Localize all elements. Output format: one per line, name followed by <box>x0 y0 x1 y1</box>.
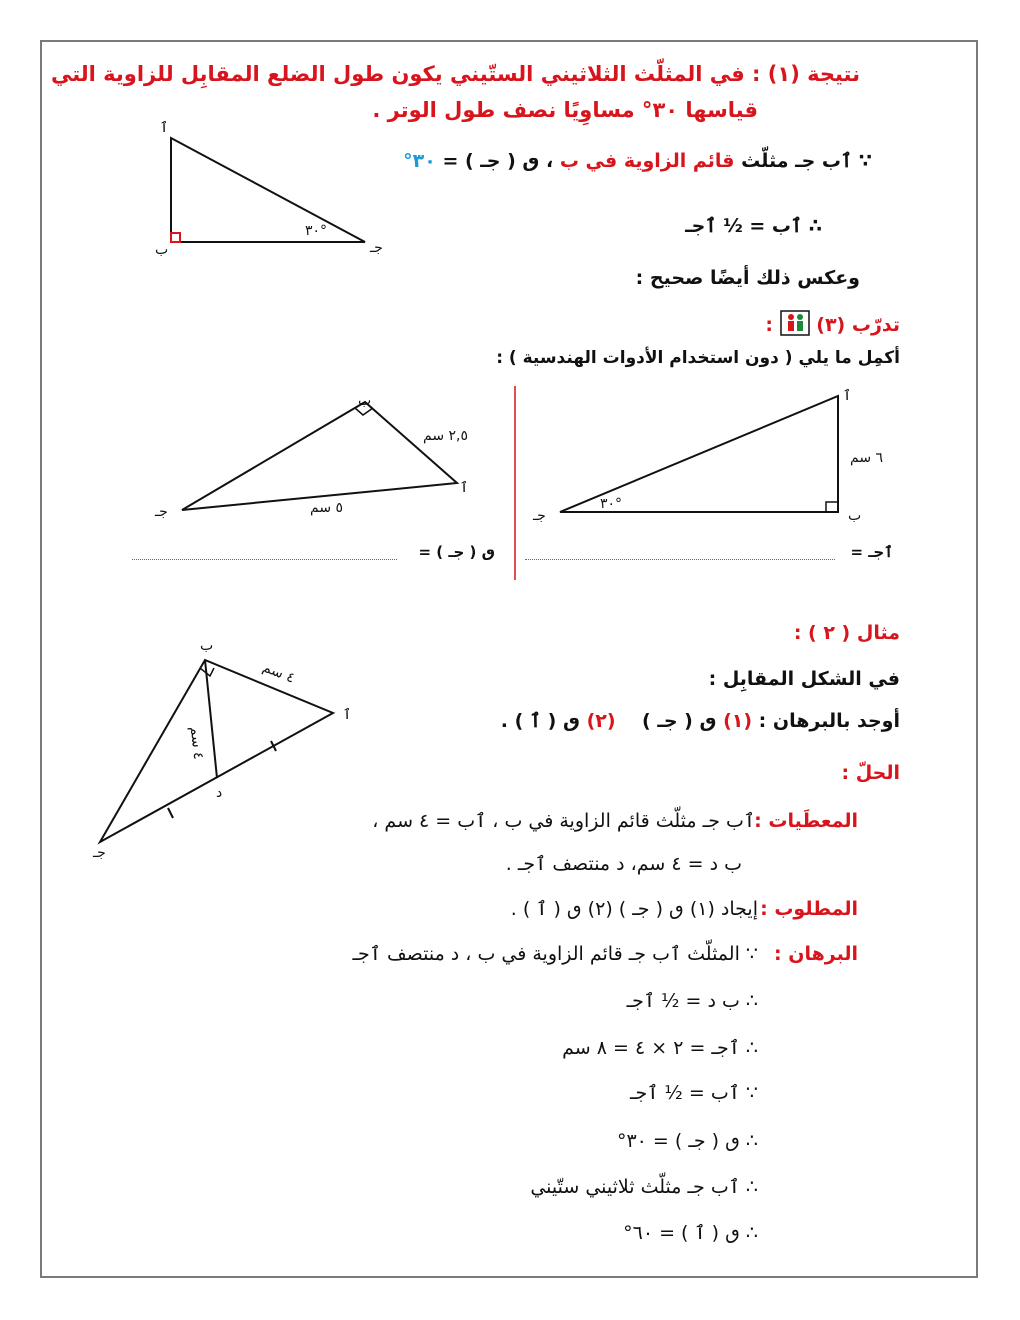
proof-line-1: ∵ المثلّث ٱب جـ قائم الزاوية في ب ، د منتصف ٱجـ <box>352 943 758 965</box>
fig4-label-a: ٱ <box>343 707 352 723</box>
given-label: المعطَيات : <box>754 810 858 832</box>
given-text-2: ب د = ٤ سم، د منتصف ٱجـ . <box>505 853 742 875</box>
proof-step-5: ∴ ٱب جـ مثلّث ثلاثيني ستّيني <box>530 1176 758 1198</box>
example-prove-prefix: أوجد بالبرهان : <box>758 710 900 732</box>
required-text: إيجاد (١) ٯ ( جـ ) (٢) ٯ ( ٱ ) . <box>510 898 758 920</box>
example-item2: ٯ ( ٱ ) . <box>500 710 580 732</box>
training-colon: : <box>765 314 773 336</box>
solution-title: الحلّ : <box>841 762 900 784</box>
fig2-label-b: ب <box>848 508 862 524</box>
proof-step-2: ∴ ٱجـ = ٢ × ٤ = ٨ سم <box>562 1037 758 1059</box>
result-line-2: قياسها ٣٠° مساوِيًا نصف طول الوتر . <box>372 98 758 122</box>
fig2-label-c: جـ <box>533 508 546 524</box>
fig1-label-c: جـ <box>370 240 383 256</box>
example-item1-num: (١) <box>723 710 753 732</box>
fig4-label-c: جـ <box>93 845 106 861</box>
given-text-1: ٱب جـ مثلّث قائم الزاوية في ب ، ٱب = ٤ سم ، <box>372 810 755 832</box>
example-line-1: في الشكل المقابِل : <box>708 668 900 690</box>
given-measure: ، ٯ ( جـ ) = <box>435 150 554 172</box>
given-black: ∵ ٱب جـ مثلّث <box>741 150 872 172</box>
proof-step-4: ∴ ٯ ( جـ ) = ٣٠° <box>616 1130 758 1152</box>
proof-step-3: ∵ ٱب = ½ ٱجـ <box>629 1082 758 1104</box>
proof-step-6: ∴ ٯ ( ٱ ) = ٦٠° <box>623 1222 758 1244</box>
example-item2-num: (٢) <box>586 710 616 732</box>
fig1-label-a: ٱ <box>160 120 169 136</box>
example-item1: ٯ ( جـ ) <box>642 710 717 732</box>
required-label: المطلوب : <box>760 898 858 920</box>
proof-step-1: ∴ ب د = ½ ٱجـ <box>626 990 758 1012</box>
fig2-side-ab: ٦ سم <box>850 450 884 466</box>
fig3-side-ab: ٢,٥ سم <box>423 428 468 444</box>
fig3-answer-label: ٯ ( جـ ) = <box>418 543 495 561</box>
fig4-label-b: ب <box>200 638 214 654</box>
fig3-label-b: ب <box>358 393 372 409</box>
training-instruction: أكمِل ما يلي ( دون استخدام الأدوات الهندسية ) : <box>496 348 900 368</box>
given-value: ٣٠° <box>403 150 436 172</box>
fig1-angle-label: ٣٠° <box>305 223 328 239</box>
given-red: قائم الزاوية في ب <box>559 150 735 172</box>
therefore-statement: ∴ ٱب = ½ ٱجـ <box>685 215 822 237</box>
fig1-label-b: ب <box>155 242 169 258</box>
training-title-text: تدرّب (٣) <box>816 314 900 336</box>
fig2-answer-label: ٱجـ = <box>850 543 893 561</box>
proof-label: البرهان : <box>774 943 858 965</box>
converse-statement: وعكس ذلك أيضًا صحيح : <box>635 267 860 289</box>
fig2-angle-label: ٣٠° <box>600 496 623 512</box>
fig2-label-a: ٱ <box>843 388 852 404</box>
fig4-label-d: د <box>216 785 223 801</box>
fig3-label-a: ٱ <box>460 480 469 496</box>
fig3-label-c: جـ <box>155 504 168 520</box>
result-line-1: نتيجة (١) : في المثلّث الثلاثيني الستّيني يكون طول الضلع المقابِل للزاوية التي <box>50 62 860 86</box>
fig3-side-ac: ٥ سم <box>310 500 344 516</box>
example-title: مثال ( ٢ ) : <box>793 622 900 644</box>
fig4-side-bd: ٤ سم <box>186 725 207 761</box>
fig4-side-ab: ٤ سم <box>260 659 297 687</box>
